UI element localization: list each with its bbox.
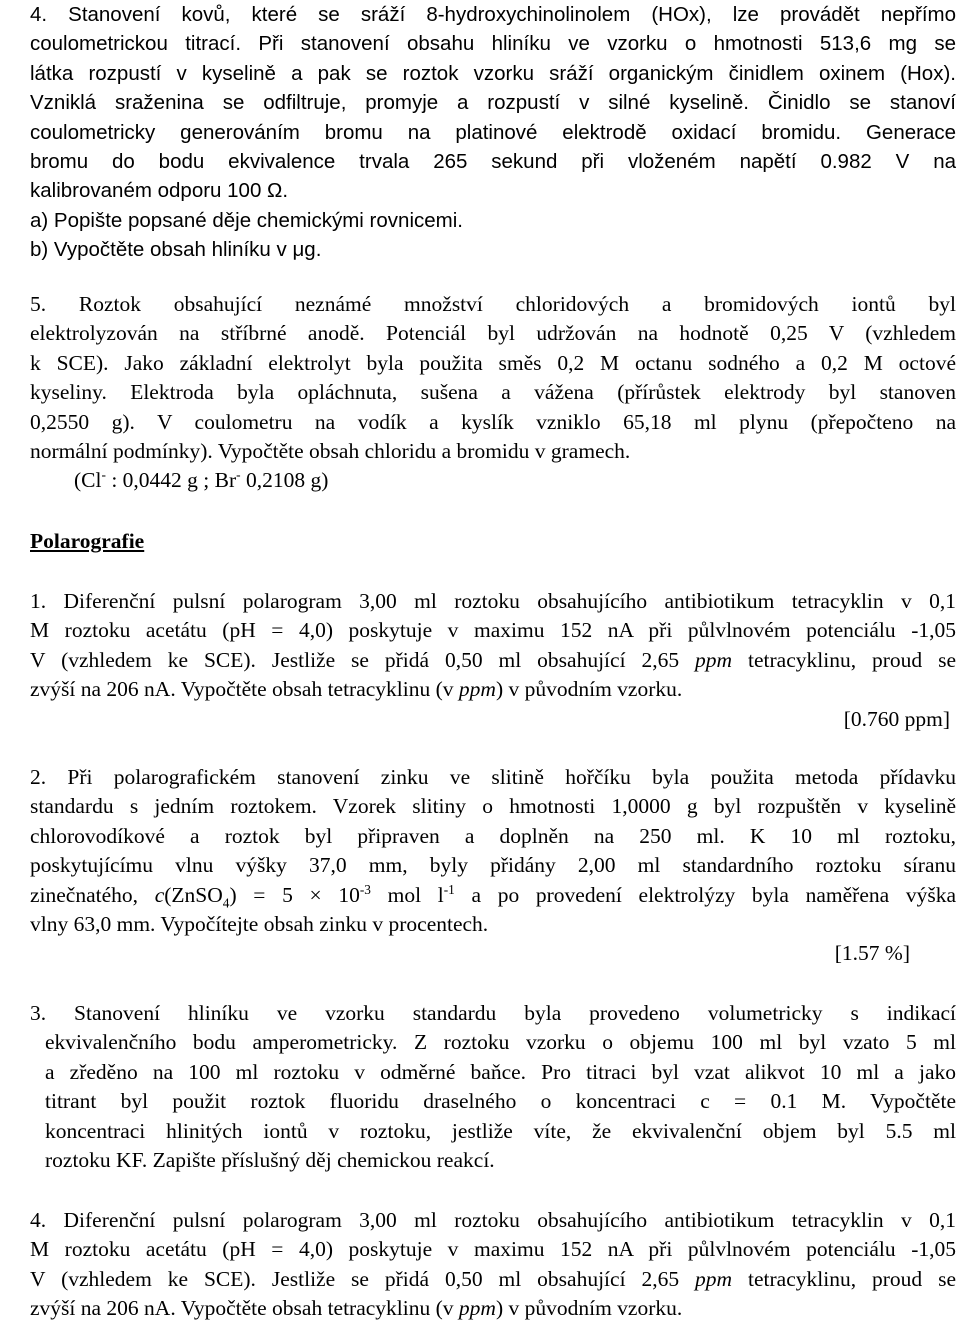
problem-2-line: poskytujícímu vlnu výšky 37,0 mm, byly přidány 2,00 ml standardního roztoku síranu bbox=[30, 853, 956, 878]
problem-1-line: M roztoku acetátu (pH = 4,0) poskytuje v maximu 152 nA při půlvlnovém potenciálu -1,05 bbox=[30, 618, 956, 643]
problem-3-line: ekvivalenčního bodu amperometricky. Z roztoku vzorku o objemu 100 ml byl vzato 5 ml bbox=[45, 1030, 956, 1055]
problem-4-task-b: b) Vypočtěte obsah hliníku v μg. bbox=[30, 238, 322, 262]
problem-4-line: coulometricky generováním bromu na platinové elektrodě oxidací bromidu. Generace bbox=[30, 120, 956, 144]
problem-4-coulometry bbox=[30, 0, 956, 265]
problem-5-line: kyseliny. Elektroda byla opláchnuta, sušena a vážena (přírůstek elektrody byl stanoven bbox=[30, 380, 956, 405]
problem-5-line: 0,2550 g). V coulometru na vodík a kyslík vzniklo 65,18 ml plynu (přepočteno na bbox=[30, 409, 956, 434]
problem-2-line: standardu s jedním roztokem. Vzorek slitiny o hmotnosti 1,0000 g byl rozpuštěn v kyselině bbox=[30, 794, 956, 819]
problem-4-task-a: a) Popište popsané děje chemickými rovnicemi. bbox=[30, 208, 463, 232]
problem-5-answer: (Cl- : 0,0442 g ; Br- 0,2108 g) bbox=[74, 466, 329, 492]
problem-3-line: titrant byl použit roztok fluoridu draselného o koncentraci c = 0.1 M. Vypočtěte bbox=[45, 1089, 956, 1114]
problem-4b-line: M roztoku acetátu (pH = 4,0) poskytuje v maximu 152 nA při půlvlnovém potenciálu -1,05 bbox=[30, 1237, 956, 1262]
polarography-problem-3 bbox=[30, 999, 956, 1175]
problem-5-line: k SCE). Jako základní elektrolyt byla použita směs 0,2 M octanu sodného a 0,2 M octové bbox=[30, 350, 956, 375]
problem-3-line: a zředěno na 100 ml roztoku v odměrné baňce. Pro titraci byl vzat alikvot 10 ml a jako bbox=[45, 1059, 956, 1084]
problem-4b-line: 4. Diferenční pulsní polarogram 3,00 ml roztoku obsahujícího antibiotikum tetracyklin v 0,1 bbox=[30, 1208, 956, 1232]
problem-4-line: 4. Stanovení kovů, které se sráží 8-hydroxychinolinolem (HOx), lze provádět nepřímo bbox=[30, 3, 956, 26]
problem-5-line-last: normální podmínky). Vypočtěte obsah chloridu a bromidu v gramech. bbox=[30, 439, 631, 464]
polarography-problem-1 bbox=[30, 587, 956, 734]
problem-4-line: látka rozpustí v kyselině a pak se roztok vzorku sráží organickým činidlem oxinem (Hox). bbox=[30, 61, 956, 85]
problem-2-answer: [1.57 %] bbox=[834, 941, 910, 966]
problem-2-line: 2. Při polarografickém stanovení zinku ve slitině hořčíku byla použita metoda přídavku bbox=[30, 765, 956, 789]
problem-1-line: V (vzhledem ke SCE). Jestliže se přidá 0,50 ml obsahující 2,65 ppm tetracyklinu, proud se bbox=[30, 647, 956, 672]
problem-2-line: chlorovodíkové a roztok byl připraven a doplněn na 250 ml. K 10 ml roztoku, bbox=[30, 823, 956, 848]
problem-4b-line: V (vzhledem ke SCE). Jestliže se přidá 0,50 ml obsahující 2,65 ppm tetracyklinu, proud se bbox=[30, 1266, 956, 1291]
problem-5-electrolysis bbox=[30, 290, 956, 466]
problem-4-line-last: kalibrovaném odporu 100 Ω. bbox=[30, 179, 289, 203]
problem-1-line: 1. Diferenční pulsní polarogram 3,00 ml roztoku obsahujícího antibiotikum tetracyklin v 0,1 bbox=[30, 589, 956, 613]
problem-3-line-last: roztoku KF. Zapište příslušný děj chemickou reakcí. bbox=[45, 1148, 495, 1173]
problem-4b-line: zvýší na 206 nA. Vypočtěte obsah tetracyklinu (v ppm) v původním vzorku. bbox=[30, 1296, 683, 1321]
problem-5-line: 5. Roztok obsahující neznámé množství chloridových a bromidových iontů byl bbox=[30, 292, 956, 316]
problem-3-line: koncentraci hlinitých iontů v roztoku, jestliže víte, že ekvivalenční objem byl 5.5 ml bbox=[45, 1118, 956, 1143]
problem-3-line: 3. Stanovení hliníku ve vzorku standardu byla provedeno volumetricky s indikací bbox=[30, 1001, 956, 1025]
problem-4-line: Vzniklá sraženina se odfiltruje, promyje a rozpustí v silné kyselině. Činidlo se stanoví bbox=[30, 91, 956, 115]
problem-4-line: coulometrickou titrací. Při stanovení obsahu hliníku ve vzorku o hmotnosti 513,6 mg se bbox=[30, 32, 956, 56]
problem-4-line: bromu do bodu ekvivalence trvala 265 sekund při vloženém napětí 0.982 V na bbox=[30, 150, 956, 174]
problem-2-formula-line: zinečnatého, c(ZnSO$_4$) = $5 \times 10^{-3}$ mol $l^{-1}$ a po provedení elektrolýzy byla naměřena výška bbox=[30, 881, 956, 910]
problem-5-line: elektrolyzován na stříbrné anodě. Potenciál byl udržován na hodnotě 0,25 V (vzhledem bbox=[30, 321, 956, 346]
polarography-problem-4 bbox=[30, 1206, 956, 1324]
problem-1-answer: [0.760 ppm] bbox=[843, 706, 950, 731]
polarography-problem-2 bbox=[30, 763, 956, 969]
section-title-polarografie: Polarografie bbox=[30, 529, 145, 553]
problem-2-line-last: vlny 63,0 mm. Vypočítejte obsah zinku v procentech. bbox=[30, 912, 489, 937]
problem-1-line: zvýší na 206 nA. Vypočtěte obsah tetracyklinu (v ppm) v původním vzorku. bbox=[30, 677, 683, 702]
